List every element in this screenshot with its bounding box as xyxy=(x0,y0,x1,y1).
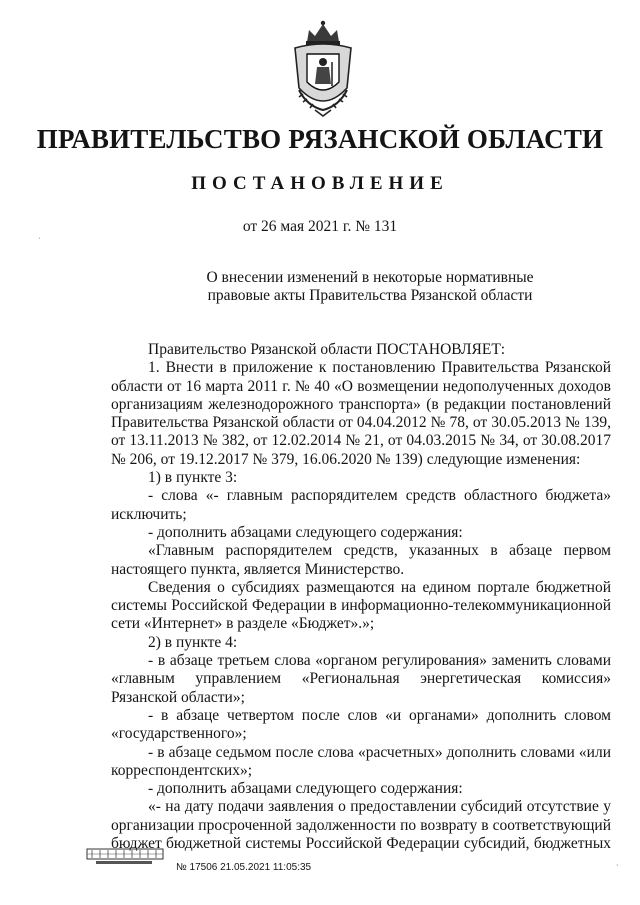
paragraph-12: «- на дату подачи заявления о предоставлении субсидий отсутствие у организации просроченной задолженности по возврату в соответствующий бюджет бюджетной системы Российской Федерации субсидий, бюджетных xyxy=(111,798,611,853)
ryazan-coat-of-arms-icon xyxy=(285,18,361,118)
paragraph-9: - в абзаце четвертом после слов «и органами» дополнить словом «государственного»; xyxy=(111,706,611,743)
document-subject xyxy=(170,269,570,305)
paragraph-10: - в абзаце седьмом после слова «расчетных» дополнить словами «или корреспондентских»; xyxy=(111,743,611,779)
registry-stamp-icon xyxy=(86,847,164,867)
registration-stamp-text: № 17506 21.05.2021 11:05:35 xyxy=(176,862,312,873)
paragraph-11: - дополнить абзацами следующего содержания: xyxy=(148,780,463,798)
paragraph-6: Сведения о субсидиях размещаются на едином портале бюджетной системы Российской Федерации в информационно-телекоммуникационной сети «Интернет» в разделе «Бюджет».»; xyxy=(111,578,611,633)
paragraph-8: - в абзаце третьем слова «органом регулирования» заменить словами «главным управлением «Региональная энергетическая комиссия» Рязанской области»; xyxy=(111,652,611,706)
margin-mark: ˏ xyxy=(616,856,619,866)
margin-mark: ˈ xyxy=(38,236,41,246)
document-body xyxy=(111,341,611,853)
subject-line-1: О внесении изменений в некоторые нормативные xyxy=(206,269,534,286)
paragraph-7: 2) в пункте 4: xyxy=(148,633,238,651)
document-type: ПОСТАНОВЛЕНИЕ xyxy=(191,173,449,194)
paragraph-2: 1) в пункте 3: xyxy=(148,469,238,487)
paragraph-5: «Главным распорядителем средств, указанных в абзаце первом настоящего пункта, является Министерство. xyxy=(111,542,611,578)
document-date-number: от 26 мая 2021 г. № 131 xyxy=(242,218,398,235)
preamble: Правительство Рязанской области ПОСТАНОВЛЯЕТ: xyxy=(148,341,506,358)
subject-line-2: правовые акты Правительства Рязанской области xyxy=(207,287,533,304)
paragraph-4: - дополнить абзацами следующего содержания: xyxy=(148,523,463,541)
paragraph-1: 1. Внести в приложение к постановлению Правительства Рязанской области от 16 марта 2011 г. № 40 «О возмещении недополученных доходов организациям железнодорожного транспорта» (в редакции постановлений Правительства Рязанской области от 04.04.2012 № 78, от 30.05.2013 № 139, от 13.11.2013 № 382, от 12.02.2014 № 21, от 04.03.2015 № 34, от 30.08.2017 № 206, от 19.12.2017 № 379, 16.06.2020 № 139) следующие изменения: xyxy=(111,359,611,468)
paragraph-3: - слова «- главным распорядителем средств областного бюджета» исключить; xyxy=(111,487,611,523)
government-title: ПРАВИТЕЛЬСТВО РЯЗАНСКОЙ ОБЛАСТИ xyxy=(36,124,604,154)
